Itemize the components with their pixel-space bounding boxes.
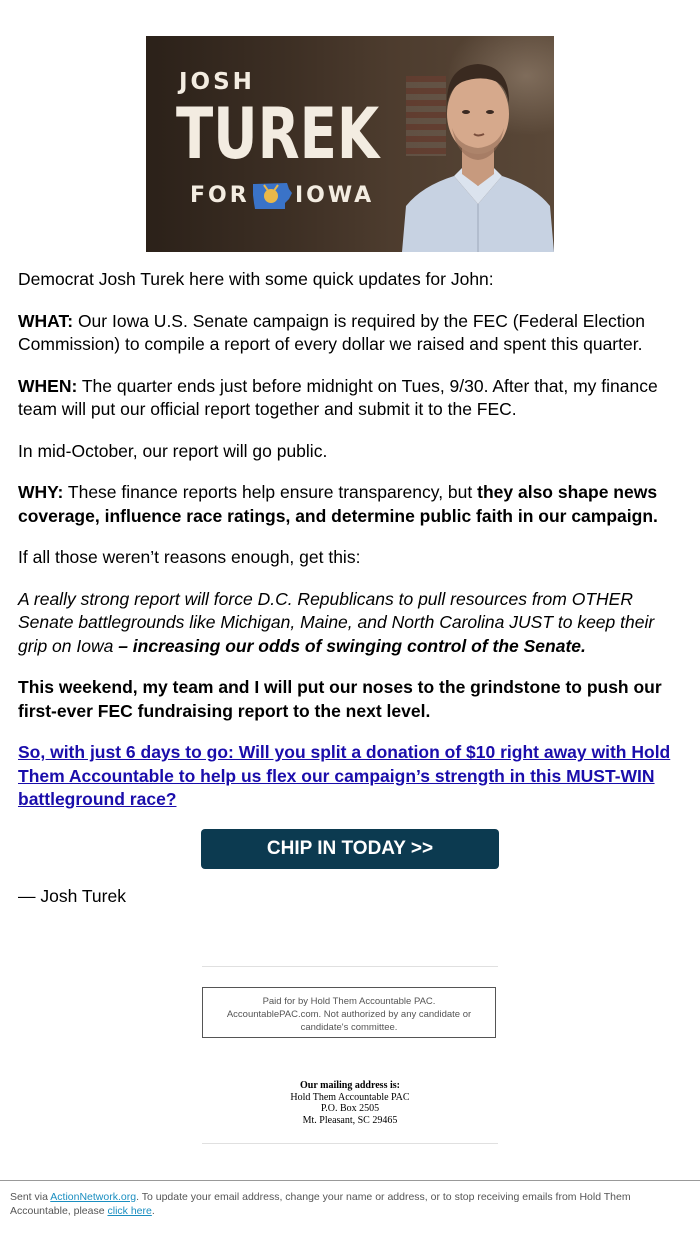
donate-link[interactable]: So, with just 6 days to go: Will you split a donation of $10 right away with Hold Them Accountable to help us flex our campaign’s strength in this MUST-WIN battleground race? xyxy=(18,742,671,809)
mailing-po-box: P.O. Box 2505 xyxy=(320,1103,380,1114)
campaign-banner xyxy=(146,36,554,252)
iowa-state-icon xyxy=(251,181,293,211)
signoff: — Josh Turek xyxy=(18,886,126,906)
reasons-paragraph xyxy=(18,546,682,570)
what-text: Our Iowa U.S. Senate campaign is required by the FEC (Federal Election Commission) to compile a report of every dollar we raised and spent this quarter. xyxy=(18,310,646,354)
why-label: WHY: xyxy=(18,482,64,502)
chip-in-button[interactable]: CHIP IN TODAY >> xyxy=(201,829,499,869)
mailing-address xyxy=(202,1080,498,1126)
divider xyxy=(202,966,498,967)
banner-state: IOWA xyxy=(295,183,375,208)
weekend-text: This weekend, my team and I will put our noses to the grindstone to push our first-ever FEC fundraising report to the next level. xyxy=(18,677,662,721)
intro-paragraph xyxy=(18,268,682,292)
banner-first-name: JOSH xyxy=(179,69,255,95)
footer-middle-text: . To update your email address, change your name or address, or to stop receiving emails from Hold Them Accountable, please xyxy=(10,1191,631,1217)
paid-for-line1: Paid for by Hold Them Accountable PAC. xyxy=(262,996,436,1007)
mid-october-text: In mid-October, our report will go public. xyxy=(18,440,328,461)
intro-text: Democrat Josh Turek here with some quick updates for John: xyxy=(18,269,494,289)
banner-for: FOR xyxy=(190,183,250,208)
paid-for-line2: AccountablePAC.com. Not authorized by any candidate or xyxy=(226,1009,472,1020)
mailing-heading: Our mailing address is: xyxy=(300,1080,400,1091)
mailing-city: Mt. Pleasant, SC 29465 xyxy=(302,1114,398,1126)
paid-for-line3: candidate's committee. xyxy=(300,1022,398,1033)
battleground-paragraph xyxy=(18,588,682,659)
when-paragraph xyxy=(18,375,682,422)
divider xyxy=(202,1143,498,1144)
footer-end: . xyxy=(151,1205,155,1217)
when-label: WHEN: xyxy=(18,375,78,396)
footer-sent-via: Sent via xyxy=(10,1191,51,1203)
action-network-link[interactable]: ActionNetwork.org xyxy=(50,1191,137,1203)
reasons-text: If all those weren’t reasons enough, get this: xyxy=(18,547,361,567)
when-text: The quarter ends just before midnight on Tues, 9/30. After that, my finance team will put our official report together and submit it to the FEC. xyxy=(18,375,658,419)
why-text: These finance reports help ensure transparency, but xyxy=(63,482,478,502)
email-body xyxy=(18,268,682,830)
footer-divider xyxy=(0,1180,700,1181)
email-footer xyxy=(10,1190,690,1218)
unsubscribe-link[interactable]: click here xyxy=(107,1205,152,1217)
why-bold-text: they also shape news coverage, influence race ratings, and determine public faith in our campaign. xyxy=(18,482,658,526)
what-paragraph xyxy=(18,310,682,357)
paid-for-disclaimer xyxy=(202,987,496,1038)
weekend-paragraph xyxy=(18,676,682,723)
cta-paragraph xyxy=(18,741,682,812)
why-paragraph xyxy=(18,481,682,528)
banner-last-name: TUREK xyxy=(176,93,380,175)
mid-october-paragraph xyxy=(18,440,682,464)
mailing-org: Hold Them Accountable PAC xyxy=(290,1091,410,1103)
battleground-text: A really strong report will force D.C. Republicans to pull resources from OTHER Senate battlegrounds like Michigan, Maine, and North Carolina JUST to keep their grip on Iowa xyxy=(18,588,655,656)
battleground-bold-text: – increasing our odds of swinging control of the Senate. xyxy=(113,635,586,656)
candidate-portrait xyxy=(402,36,554,252)
what-label: WHAT: xyxy=(18,310,74,331)
